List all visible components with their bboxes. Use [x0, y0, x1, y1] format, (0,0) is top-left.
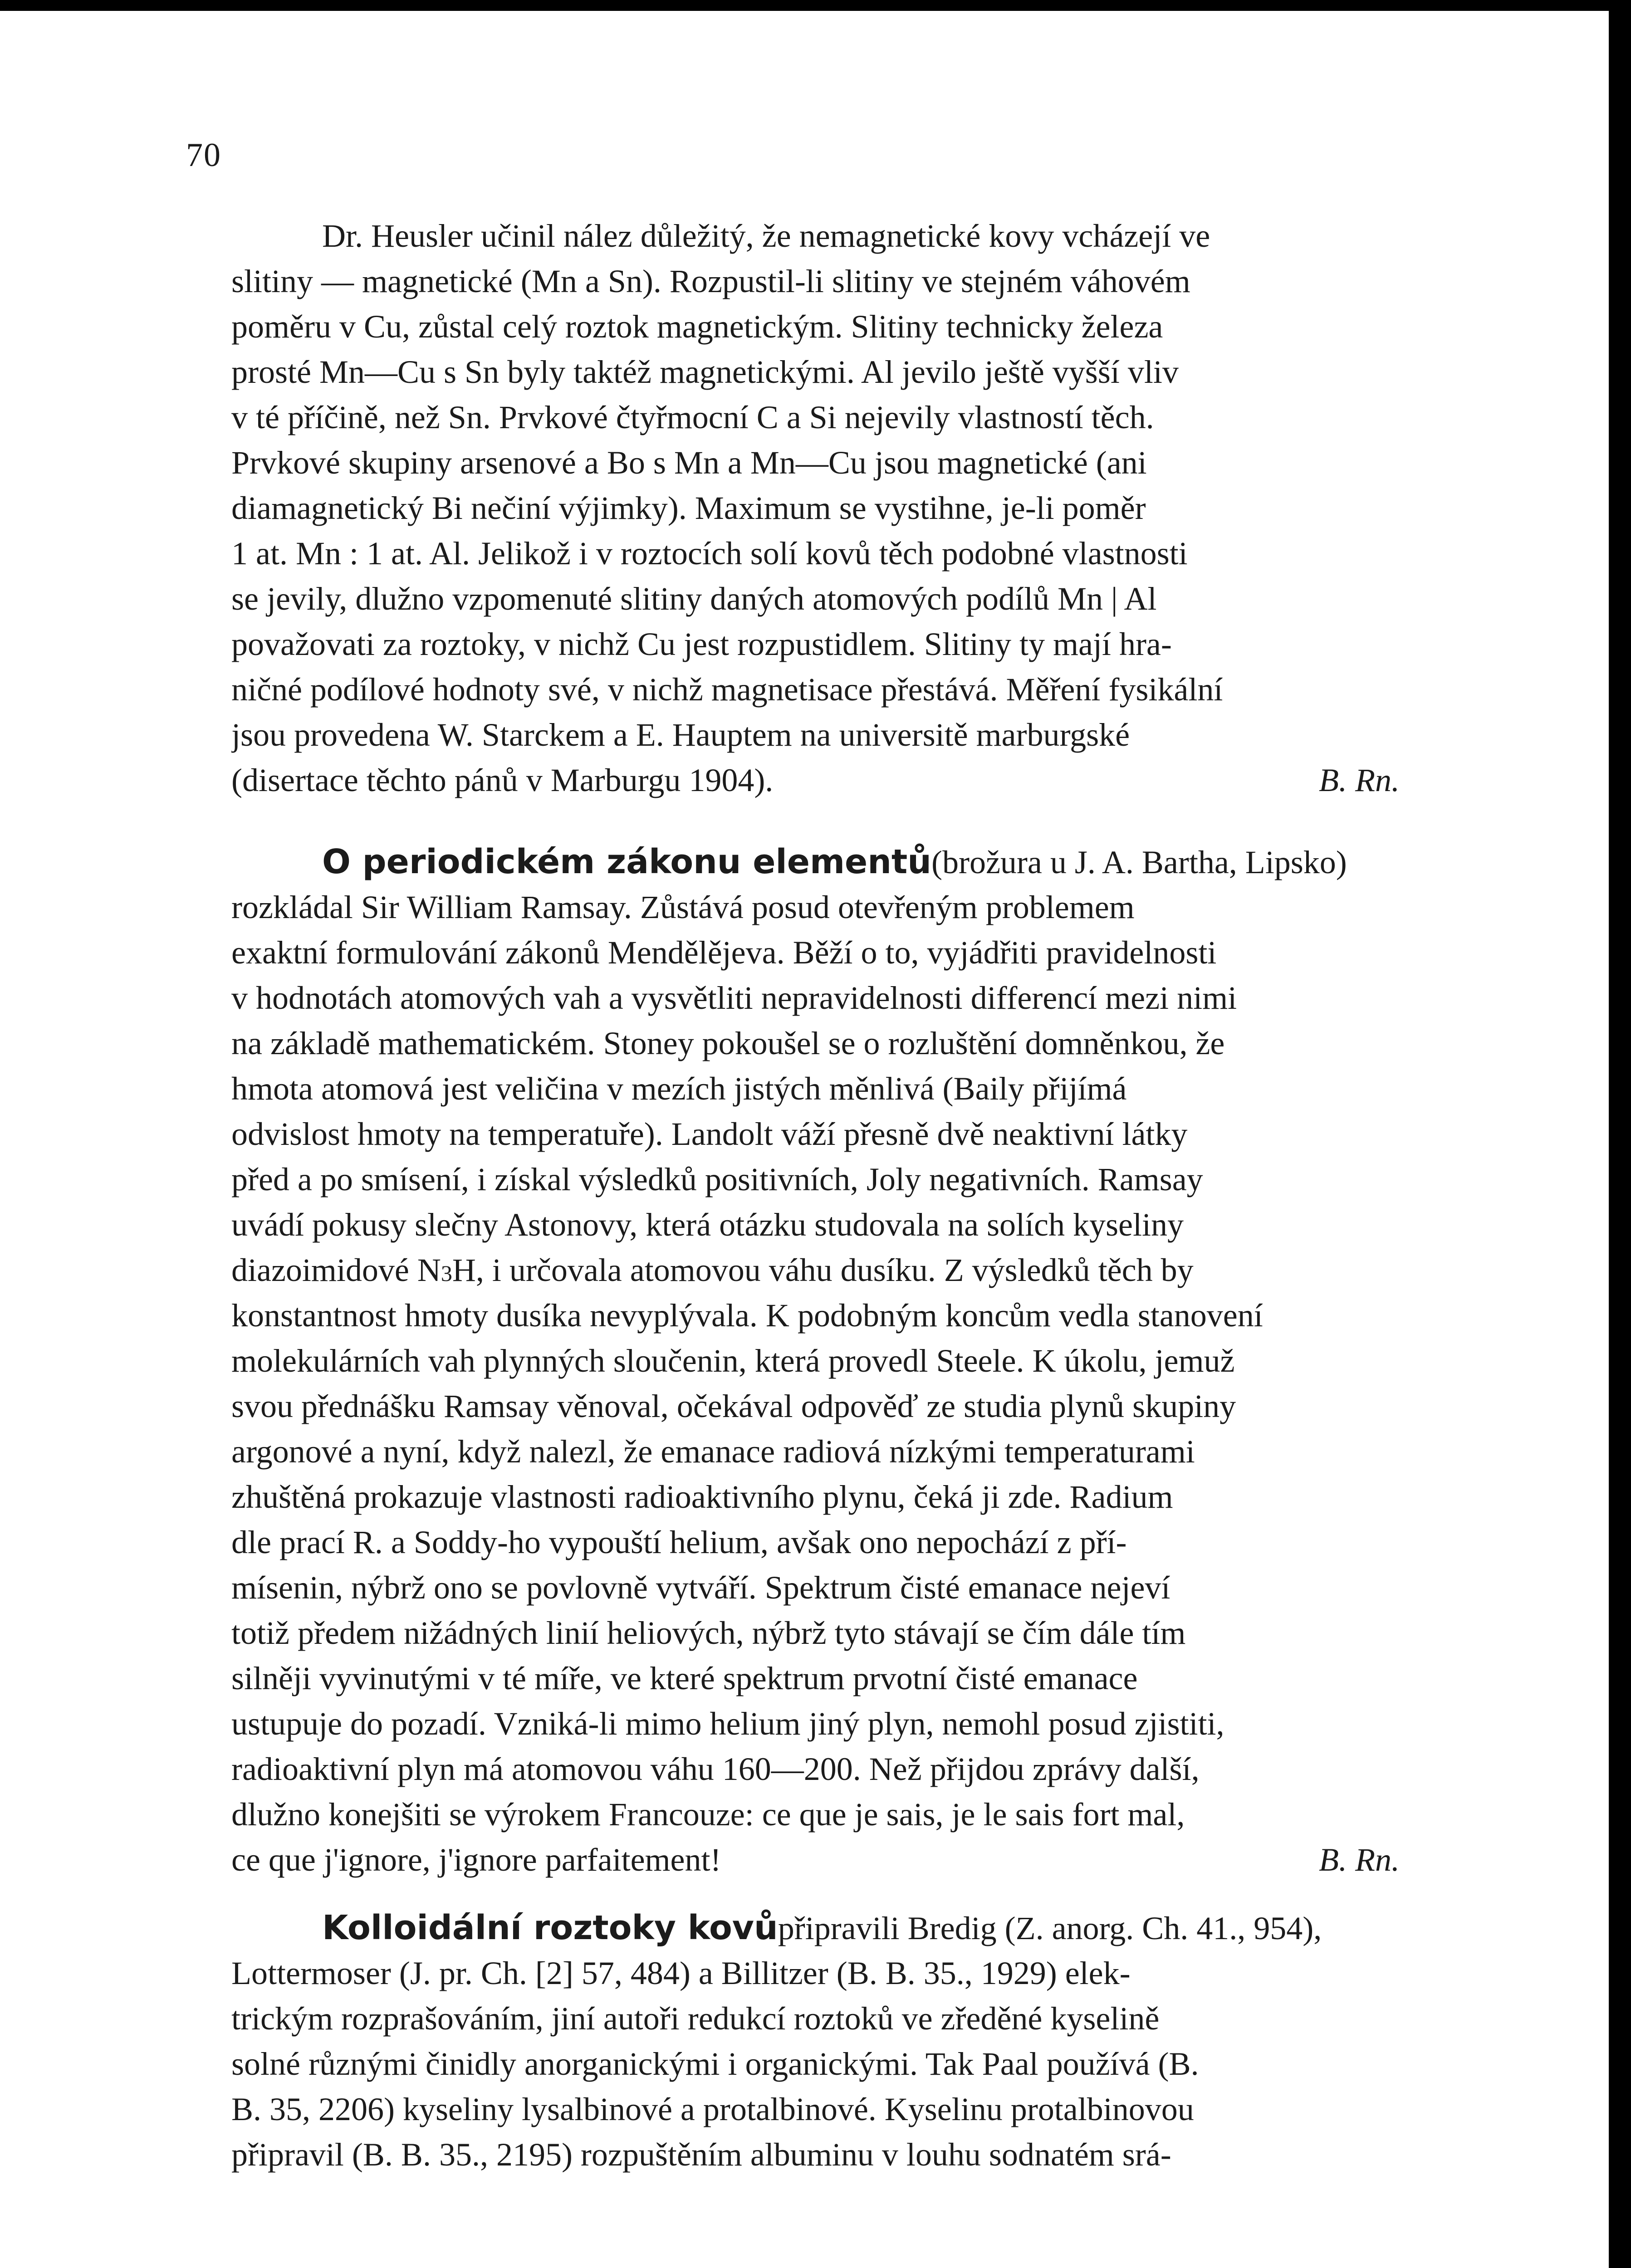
text-line-heading: [231, 1905, 1400, 1950]
text-line-content: připravili Bredig (Z. anorg. Ch. 41., 954),: [778, 1910, 1322, 1946]
scan-frame-top: [0, 0, 1631, 11]
text-line: dle prací R. a Soddy-ho vypouští helium, avšak ono nepochází z pří-: [231, 1524, 1127, 1560]
text-line: rozkládal Sir William Ramsay. Zůstává posud otevřeným problemem: [231, 889, 1135, 925]
text-line: před a po smísení, i získal výsledků positivních, Joly negativních. Ramsay: [231, 1161, 1203, 1198]
subscript: 3: [441, 1261, 452, 1286]
text-line: trickým rozprašováním, jiní autoři redukcí roztoků ve zředěné kyselině: [231, 2000, 1160, 2037]
text-line: svou přednášku Ramsay věnoval, očekával odpověď ze studia plynů skupiny: [231, 1388, 1236, 1424]
text-line: argonové a nyní, když nalezl, že emanace radiová nízkými temperaturami: [231, 1433, 1195, 1470]
section-heading: Kolloidální roztoky kovů: [322, 1908, 778, 1947]
text-line-last: [231, 1837, 1400, 1882]
text-line: konstantnost hmoty dusíka nevyplývala. K podobným koncům vedla stanovení: [231, 1297, 1263, 1334]
text-line: diamagnetický Bi nečiní výjimky). Maximum se vystihne, je-li poměr: [231, 490, 1146, 526]
text-line: totiž předem nižádných linií heliových, nýbrž tyto stávají se čím dále tím: [231, 1615, 1186, 1651]
text-line: v té příčině, než Sn. Prvkové čtyřmocní C a Si nejevily vlastností těch.: [231, 399, 1154, 435]
text-line-content: (brožura u J. A. Bartha, Lipsko): [931, 844, 1347, 880]
text-line: považovati za roztoky, v nichž Cu jest rozpustidlem. Slitiny ty mají hra-: [231, 626, 1172, 662]
text-line-formula: [231, 1247, 1400, 1293]
text-line: molekulárních vah plynných sloučenin, která provedl Steele. K úkolu, jemuž: [231, 1343, 1235, 1379]
text-line: B. 35, 2206) kyseliny lysalbinové a protalbinové. Kyselinu protalbinovou: [231, 2091, 1194, 2127]
text-line: se jevily, dlužno vzpomenuté slitiny daných atomových podílů Mn | Al: [231, 581, 1157, 617]
text-line-content: H, i určovala atomovou váhu dusíku. Z výsledků těch by: [452, 1252, 1194, 1288]
text-line: solné různými činidly anorganickými i organickými. Tak Paal používá (B.: [231, 2046, 1199, 2082]
text-line-content: diazoimidové N: [231, 1252, 441, 1288]
text-line-content: ce que j'ignore, j'ignore parfaitement!: [231, 1842, 721, 1878]
text-line: slitiny — magnetické (Mn a Sn). Rozpustil-li slitiny ve stejném váhovém: [231, 263, 1190, 299]
section-heading: O periodickém zákonu elementů: [322, 842, 931, 881]
text-line: na základě mathematickém. Stoney pokoušel se o rozluštění domněnkou, že: [231, 1025, 1225, 1061]
page-number: 70: [186, 137, 221, 174]
text-line: exaktní formulování zákonů Mendělějeva. Běží o to, vyjádřiti pravidelnosti: [231, 934, 1217, 971]
text-line: jsou provedena W. Starckem a E. Hauptem na universitě marburgské: [231, 717, 1130, 753]
text-line-heading: [231, 839, 1400, 885]
text-line: Dr. Heusler učinil nález důležitý, že nemagnetické kovy vcházejí ve: [322, 218, 1210, 254]
text-line: dlužno konejšiti se výrokem Francouze: ce que je sais, je le sais fort mal,: [231, 1796, 1185, 1833]
text-line: odvislost hmoty na temperatuře). Landolt váží přesně dvě neaktivní látky: [231, 1116, 1188, 1152]
paragraph-colloidal: [231, 1905, 1400, 2177]
text-line-last: [231, 758, 1400, 803]
text-line-content: (disertace těchto pánů v Marburgu 1904).: [231, 762, 774, 798]
text-line: prosté Mn—Cu s Sn byly taktéž magnetickými. Al jevilo ještě vyšší vliv: [231, 354, 1179, 390]
paragraph-heusler: [231, 213, 1400, 803]
text-line: uvádí pokusy slečny Astonovy, která otázku studovala na solích kyseliny: [231, 1207, 1184, 1243]
author-signature: B. Rn.: [1319, 1842, 1400, 1878]
text-line: připravil (B. B. 35., 2195) rozpuštěním albuminu v louhu sodnatém srá-: [231, 2136, 1171, 2173]
scan-frame-edge: [1609, 0, 1631, 2268]
text-line: ustupuje do pozadí. Vzniká-li mimo helium jiný plyn, nemohl posud zjistiti,: [231, 1706, 1224, 1742]
text-line: mísenin, nýbrž ono se povlovně vytváří. Spektrum čisté emanace nejeví: [231, 1569, 1171, 1606]
author-signature: B. Rn.: [1319, 762, 1400, 798]
text-line: zhuštěná prokazuje vlastnosti radioaktivního plynu, čeká ji zde. Radium: [231, 1479, 1173, 1515]
text-line: radioaktivní plyn má atomovou váhu 160—200. Než přijdou zprávy další,: [231, 1751, 1200, 1787]
text-line: v hodnotách atomových vah a vysvětliti nepravidelnosti differencí mezi nimi: [231, 980, 1237, 1016]
text-line: 1 at. Mn : 1 at. Al. Jelikož i v roztocích solí kovů těch podobné vlastnosti: [231, 535, 1188, 572]
text-line: Lottermoser (J. pr. Ch. [2] 57, 484) a Billitzer (B. B. 35., 1929) elek-: [231, 1955, 1131, 1991]
text-line: hmota atomová jest veličina v mezích jistých měnlivá (Baily přijímá: [231, 1070, 1127, 1107]
text-line: poměru v Cu, zůstal celý roztok magnetickým. Slitiny technicky železa: [231, 308, 1163, 345]
text-line: silněji vyvinutými v té míře, ve které spektrum prvotní čisté emanace: [231, 1660, 1138, 1696]
text-line: Prvkové skupiny arsenové a Bo s Mn a Mn—Cu jsou magnetické (ani: [231, 445, 1147, 481]
paragraph-periodic-law: [231, 839, 1400, 1882]
text-line: ničné podílové hodnoty své, v nichž magnetisace přestává. Měření fysikální: [231, 671, 1223, 708]
